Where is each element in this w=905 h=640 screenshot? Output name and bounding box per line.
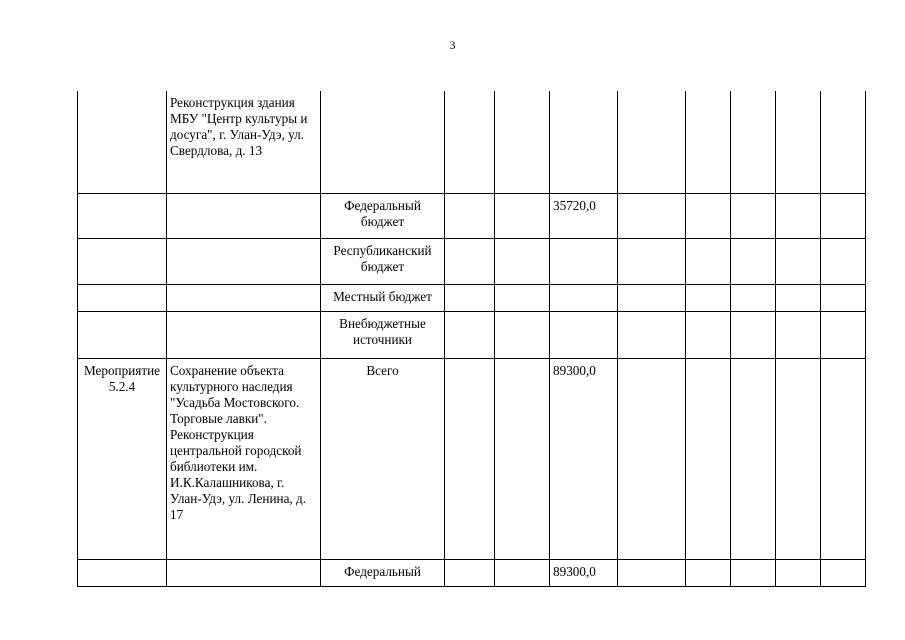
table-row bbox=[78, 284, 866, 311]
measure-cell bbox=[78, 238, 167, 284]
empty-cell bbox=[618, 311, 686, 358]
object-cell bbox=[167, 193, 321, 238]
empty-cell bbox=[731, 559, 776, 586]
measure-cell: Мероприятие 5.2.4 bbox=[78, 358, 167, 559]
amount-cell bbox=[550, 91, 618, 193]
empty-cell bbox=[686, 238, 731, 284]
empty-cell bbox=[495, 193, 550, 238]
empty-cell bbox=[445, 559, 495, 586]
funding-source-cell: Республиканский бюджет bbox=[321, 238, 445, 284]
empty-cell bbox=[821, 238, 866, 284]
empty-cell bbox=[821, 358, 866, 559]
amount-cell: 89300,0 bbox=[550, 559, 618, 586]
empty-cell bbox=[686, 358, 731, 559]
empty-cell bbox=[776, 311, 821, 358]
empty-cell bbox=[495, 91, 550, 193]
table-row bbox=[78, 358, 866, 559]
empty-cell bbox=[618, 559, 686, 586]
empty-cell bbox=[776, 193, 821, 238]
amount-cell: 89300,0 bbox=[550, 358, 618, 559]
empty-cell bbox=[686, 91, 731, 193]
table-row bbox=[78, 311, 866, 358]
empty-cell bbox=[731, 311, 776, 358]
empty-cell bbox=[495, 311, 550, 358]
empty-cell bbox=[731, 284, 776, 311]
empty-cell bbox=[821, 559, 866, 586]
empty-cell bbox=[776, 559, 821, 586]
table-row bbox=[78, 559, 866, 586]
empty-cell bbox=[445, 358, 495, 559]
measure-cell bbox=[78, 193, 167, 238]
empty-cell bbox=[445, 193, 495, 238]
page-number: 3 bbox=[449, 38, 456, 52]
object-cell bbox=[167, 284, 321, 311]
funding-source-cell: Федеральный бюджет bbox=[321, 193, 445, 238]
empty-cell bbox=[821, 284, 866, 311]
table-row bbox=[78, 91, 866, 193]
empty-cell bbox=[445, 238, 495, 284]
object-cell bbox=[167, 311, 321, 358]
empty-cell bbox=[776, 358, 821, 559]
empty-cell bbox=[821, 311, 866, 358]
empty-cell bbox=[731, 193, 776, 238]
funding-source-cell: Федеральный bbox=[321, 559, 445, 586]
funding-source-cell: Всего bbox=[321, 358, 445, 559]
empty-cell bbox=[776, 238, 821, 284]
table-row bbox=[78, 193, 866, 238]
empty-cell bbox=[495, 284, 550, 311]
empty-cell bbox=[618, 358, 686, 559]
empty-cell bbox=[495, 358, 550, 559]
empty-cell bbox=[445, 311, 495, 358]
amount-cell bbox=[550, 284, 618, 311]
empty-cell bbox=[686, 284, 731, 311]
empty-cell bbox=[686, 193, 731, 238]
empty-cell bbox=[821, 91, 866, 193]
object-cell: Реконструкция здания МБУ "Центр культуры и досуга", г. Улан-Удэ, ул. Свердлова, д. 13 bbox=[167, 91, 321, 193]
empty-cell bbox=[731, 358, 776, 559]
table-row bbox=[78, 238, 866, 284]
empty-cell bbox=[686, 559, 731, 586]
empty-cell bbox=[618, 238, 686, 284]
amount-cell: 35720,0 bbox=[550, 193, 618, 238]
budget-table bbox=[77, 91, 866, 587]
empty-cell bbox=[618, 193, 686, 238]
object-cell bbox=[167, 559, 321, 586]
measure-cell bbox=[78, 559, 167, 586]
empty-cell bbox=[821, 193, 866, 238]
amount-cell bbox=[550, 238, 618, 284]
funding-source-cell bbox=[321, 91, 445, 193]
object-cell bbox=[167, 238, 321, 284]
empty-cell bbox=[618, 284, 686, 311]
empty-cell bbox=[445, 91, 495, 193]
empty-cell bbox=[495, 238, 550, 284]
measure-cell bbox=[78, 284, 167, 311]
measure-cell bbox=[78, 311, 167, 358]
empty-cell bbox=[618, 91, 686, 193]
empty-cell bbox=[776, 91, 821, 193]
amount-cell bbox=[550, 311, 618, 358]
measure-cell bbox=[78, 91, 167, 193]
empty-cell bbox=[731, 238, 776, 284]
empty-cell bbox=[731, 91, 776, 193]
funding-source-cell: Местный бюджет bbox=[321, 284, 445, 311]
empty-cell bbox=[495, 559, 550, 586]
empty-cell bbox=[445, 284, 495, 311]
empty-cell bbox=[686, 311, 731, 358]
empty-cell bbox=[776, 284, 821, 311]
funding-source-cell: Внебюджетные источники bbox=[321, 311, 445, 358]
object-cell: Сохранение объекта культурного наследия "Усадьба Мостовского. Торговые лавки". Реконструкция центральной городской библиотеки им. И.К.Калашникова, г. Улан-Удэ, ул. Ленина, д. 17 bbox=[167, 358, 321, 559]
